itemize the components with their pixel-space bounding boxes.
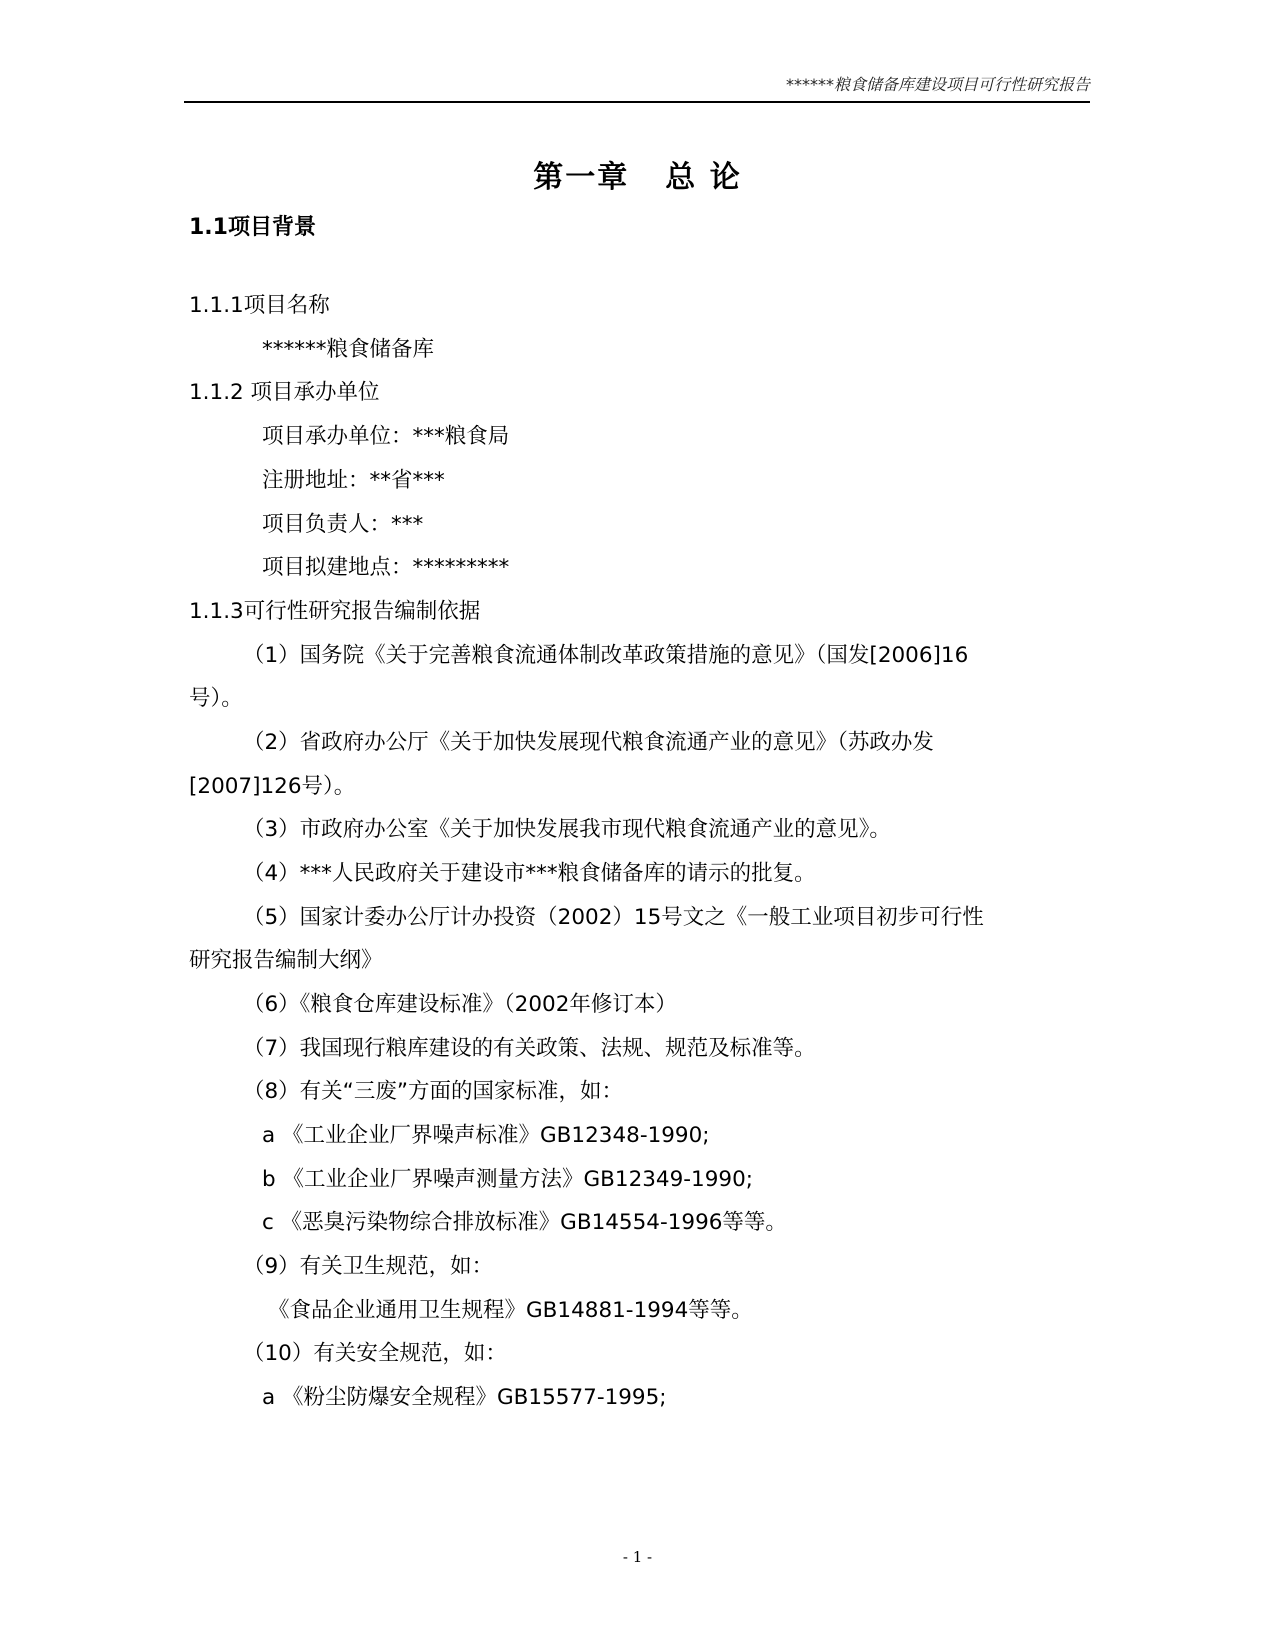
list-item: （7）我国现行粮库建设的有关政策、法规、规范及标准等。 [243, 1036, 816, 1061]
header-title: ******粮食储备库建设项目可行性研究报告 [785, 75, 1090, 94]
sub-list-item: c 《恶臭污染物综合排放标准》GB14554-1996等等。 [262, 1210, 787, 1235]
list-item-continued: [2007]126号）。 [189, 774, 356, 799]
body-text: 项目负责人：*** [262, 512, 424, 537]
body-text: 项目承办单位：***粮食局 [262, 424, 510, 449]
chapter-name: 总 论 [665, 160, 742, 195]
chapter-title [0, 152, 1275, 196]
list-item: （2）省政府办公厅《关于加快发展现代粮食流通产业的意见》（苏政办发 [243, 730, 934, 755]
list-item-continued: 研究报告编制大纲》 [189, 948, 383, 973]
body-text: 注册地址：**省*** [262, 468, 445, 493]
list-item: （8）有关“三废”方面的国家标准，如： [243, 1079, 623, 1104]
list-item: （10）有关安全规范，如： [243, 1341, 507, 1366]
list-item: （3）市政府办公室《关于加快发展我市现代粮食流通产业的意见》。 [243, 817, 891, 842]
subsection-heading: 1.1.3可行性研究报告编制依据 [189, 599, 481, 624]
list-item: （4）***人民政府关于建设市***粮食储备库的请示的批复。 [243, 861, 816, 886]
list-item: （5）国家计委办公厅计办投资（2002）15号文之《一般工业项目初步可行性 [243, 905, 984, 930]
subsection-heading: 1.1.1项目名称 [189, 293, 330, 318]
list-item: （1）国务院《关于完善粮食流通体制改革政策措施的意见》（国发[2006]16 [243, 643, 969, 668]
body-text: ******粮食储备库 [262, 337, 435, 362]
sub-list-item: a 《粉尘防爆安全规程》GB15577-1995; [262, 1385, 667, 1410]
subsection-heading: 1.1.2 项目承办单位 [189, 380, 380, 405]
sub-list-item: b 《工业企业厂界噪声测量方法》GB12349-1990; [262, 1167, 754, 1192]
page-number: - 1 - [622, 1548, 653, 1566]
sub-list-item: a 《工业企业厂界噪声标准》GB12348-1990; [262, 1123, 710, 1148]
sub-list-item: 《食品企业通用卫生规程》GB14881-1994等等。 [268, 1298, 753, 1323]
chapter-number: 第一章 [533, 160, 630, 195]
list-item-continued: 号）。 [189, 686, 243, 711]
section-heading: 1.1项目背景 [189, 215, 316, 240]
body-text: 项目拟建地点：********* [262, 555, 510, 580]
running-header [184, 72, 1090, 103]
list-item: （9）有关卫生规范，如： [243, 1254, 494, 1279]
list-item: （6）《粮食仓库建设标准》（2002年修订本） [243, 992, 677, 1017]
